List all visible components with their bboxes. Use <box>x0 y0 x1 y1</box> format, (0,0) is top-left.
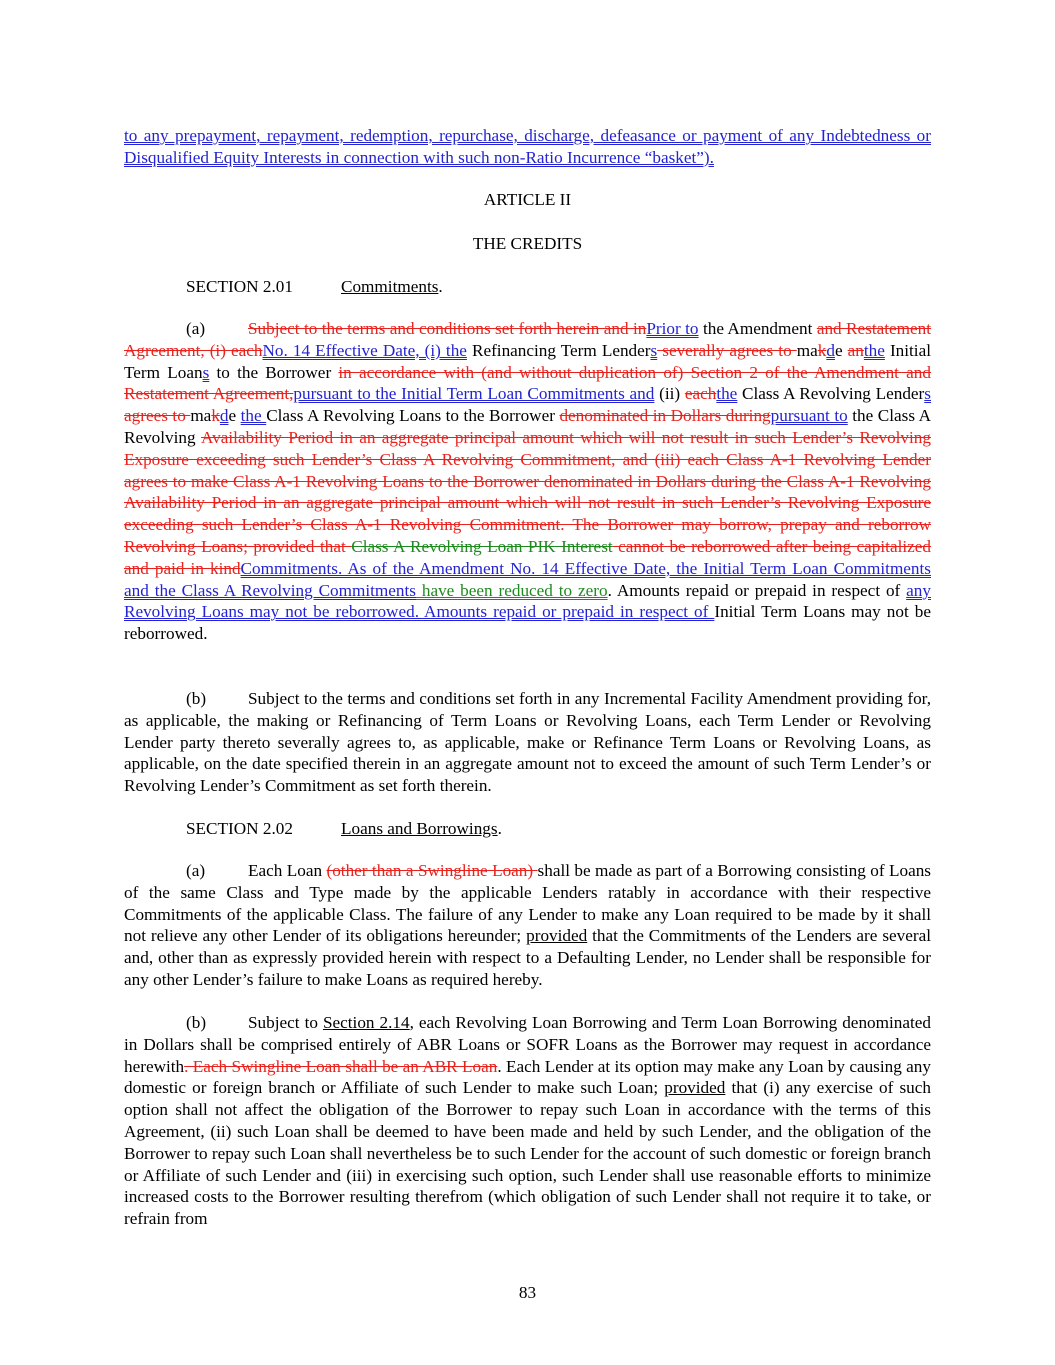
deleted-text: denominated in Dollars during <box>559 406 771 426</box>
deleted-text: agrees to <box>124 406 191 426</box>
inserted-text: pursuant to <box>770 406 848 426</box>
section-2-01-b-paragraph: (b) Subject to the terms and conditions set forth in any Incremental Facility Amendment providing for, as applicable, the making or Refinancing of Term Loans or Revolving Loans, each Term Lender or Revolving Lender party thereto severally agrees to, as applicable, make or Refinance Term Loans or Revolving Loans, as applicable, on the date specified therein in an aggregate amount not to exceed the amount of such Term Lender’s or Revolving Lender’s Commitment as set forth therein. <box>124 689 931 796</box>
inserted-text: d <box>826 340 835 360</box>
deleted-text: and Restatement Agreement, (i) each <box>124 319 932 360</box>
carryover-paragraph <box>124 125 931 169</box>
article-number: ARTICLE II <box>483 190 572 209</box>
clause-label: (b) <box>186 689 207 708</box>
inserted-text: to any prepayment, repayment, redemption, repurchase, discharge, defeasance or payment of any Indebtedness or Disqualified Equity Interests in connection with such non-Ratio Incurrence “basket”). <box>124 126 931 167</box>
inserted-text: pursuant to the Initial Term Loan Commitments and <box>293 384 655 404</box>
deleted-text: in accordance with (and without duplication of) Section 2 of the Amendment and Restatement Agreement, <box>124 362 931 404</box>
section-number: SECTION 2.02 <box>186 819 293 838</box>
defined-term: provided <box>664 1078 726 1098</box>
inserted-text: the <box>240 406 267 426</box>
section-reference: Section 2.14 <box>322 1013 410 1032</box>
moved-inserted-text: have been reduced to zero <box>415 580 608 600</box>
section-2-02-b-paragraph: (b) Subject to Section 2.14, each Revolving Loan Borrowing and Term Loan Borrowing denominated in Dollars shall be comprised entirely of ABR Loans or SOFR Loans as the Borrower may request in accordance herewith. Each Swingline Loan shall be an ABR Loan. Each Lender at its option may make any Loan by causing any domestic or foreign branch or Affiliate of such Lender to make such Loan; provided that (i) any exercise of such option shall not affect the obligation of the Borrower to repay such Loan in accordance with the terms of this Agreement, (ii) such Loan shall be deemed to have been made and held by such Lender, and the obligation of the Borrower to repay such Loan shall nevertheless be to such Lender for the account of such domestic or foreign branch or Affiliate of such Lender and (iii) in exercising such option, such Lender shall use reasonable efforts to minimize increased costs to the Borrower resulting therefrom (which obligation of such Lender shall not require it to take, or refrain from <box>124 1013 931 1229</box>
inserted-text: any Revolving Loans may not be reborrowed. Amounts repaid or prepaid in respect of <box>124 580 931 622</box>
section-title: Commitments <box>341 277 439 296</box>
clause-label: (a) <box>186 861 206 880</box>
inserted-text: s <box>924 384 931 404</box>
deleted-text: severally agrees to <box>657 340 797 360</box>
page-number: 83 <box>518 1283 537 1302</box>
section-2-02-a-paragraph: (a) Each Loan (other than a Swingline Loan) shall be made as part of a Borrowing consisting of Loans of the same Class and Type made by the applicable Lenders ratably in accordance with their respective Commitments of the applicable Class. The failure of any Lender to make any Loan required to be made by it shall not relieve any other Lender of its obligations hereunder; provided that the Commitments of the Lenders are several and, other than as expressly provided herein with respect to a Defaulting Lender, no Lender shall be responsible for any other Lender’s failure to make Loans as required hereby. <box>124 861 931 989</box>
deleted-text: k <box>817 340 827 360</box>
inserted-text: s <box>650 340 658 360</box>
inserted-text: Prior to <box>646 319 699 338</box>
inserted-text: s <box>202 362 210 382</box>
inserted-text: Commitments. As of the Amendment No. 14 Effective Date, the Initial Term Loan Commitments and the Class A Revolving Commitments <box>124 558 931 600</box>
deleted-text: an <box>847 340 864 360</box>
section-title: Loans and Borrowings <box>341 819 498 838</box>
inserted-text: No. 14 Effective Date, (i) the <box>262 340 467 360</box>
clause-label: (b) <box>186 1013 207 1032</box>
inserted-text: the <box>716 384 738 404</box>
article-title: THE CREDITS <box>472 234 583 253</box>
deleted-text: Subject to the terms and conditions set forth herein and in <box>248 319 647 338</box>
deleted-text: . Each Swingline Loan shall be an ABR Loan <box>184 1056 498 1076</box>
defined-term: provided <box>526 926 588 946</box>
section-2-01-a-paragraph: (a) Subject to the terms and conditions set forth herein and inPrior to the Amendment and Restatement Agreement, (i) eachNo. 14 Effective Date, (i) the Refinancing Term Lenders severally agrees to makde anthe Initial Term Loans to the Borrower in accordance with (and without duplication of) Section 2 of the Amendment and Restatement Agreement,pursuant to the Initial Term Loan Commitments and (ii) eachthe Class A Revolving Lenders agrees to makde the Class A Revolving Loans to the Borrower denominated in Dollars duringpursuant to the Class A Revolving Availability Period in an aggregate principal amount which will not result in such Lender’s Revolving Exposure exceeding such Lender’s Class A Revolving Commitment, and (iii) each Class A-1 Revolving Lender agrees to make Class A-1 Revolving Loans to the Borrower denominated in Dollars during the Class A-1 Revolving Availability Period in an aggregate principal amount which will not result in such Lender’s Revolving Exposure exceeding such Lender’s Class A-1 Revolving Commitment. The Borrower may borrow, prepay and reborrow Revolving Loans; provided that Class A Revolving Loan PIK Interest cannot be reborrowed after being capitalized and paid in kindCommitments. As of the Amendment No. 14 Effective Date, the Initial Term Loan Commitments and the Class A Revolving Commitments have been reduced to zero. Amounts repaid or prepaid in respect of any Revolving Loans may not be reborrowed. Amounts repaid or prepaid in respect of Initial Term Loans may not be reborrowed. <box>124 319 932 644</box>
deleted-text: Availability Period in an aggregate principal amount which will not result in such Lender’s Revolving Exposure exceeding such Lender’s Class A Revolving Commitment, and (iii) each Class A-1 Revolving Lender agrees to make Class A-1 Revolving Loans to the Borrower denominated in Dollars during the Class A-1 Revolving Availability Period in an aggregate principal amount which will not result in such Lender’s Revolving Exposure exceeding such Lender’s Class A-1 Revolving Commitment. The Borrower may borrow, prepay and reborrow Revolving Loans; provided that <box>124 427 931 556</box>
deleted-text: each <box>684 384 717 404</box>
moved-deleted-text: Class A Revolving Loan PIK Interest <box>351 536 613 556</box>
section-2-01-heading: SECTION 2.01 Commitments. <box>186 277 443 296</box>
deleted-text: cannot be reborrowed after being capitalized and paid in kind <box>124 536 931 578</box>
inserted-text: d <box>219 406 229 426</box>
inserted-text: the <box>863 340 885 360</box>
clause-label: (a) <box>186 319 206 338</box>
section-number: SECTION 2.01 <box>186 277 293 296</box>
section-2-02-heading: SECTION 2.02 Loans and Borrowings. <box>186 819 502 838</box>
deleted-text: (other than a Swingline Loan) <box>326 861 538 880</box>
deleted-text: k <box>211 406 220 426</box>
